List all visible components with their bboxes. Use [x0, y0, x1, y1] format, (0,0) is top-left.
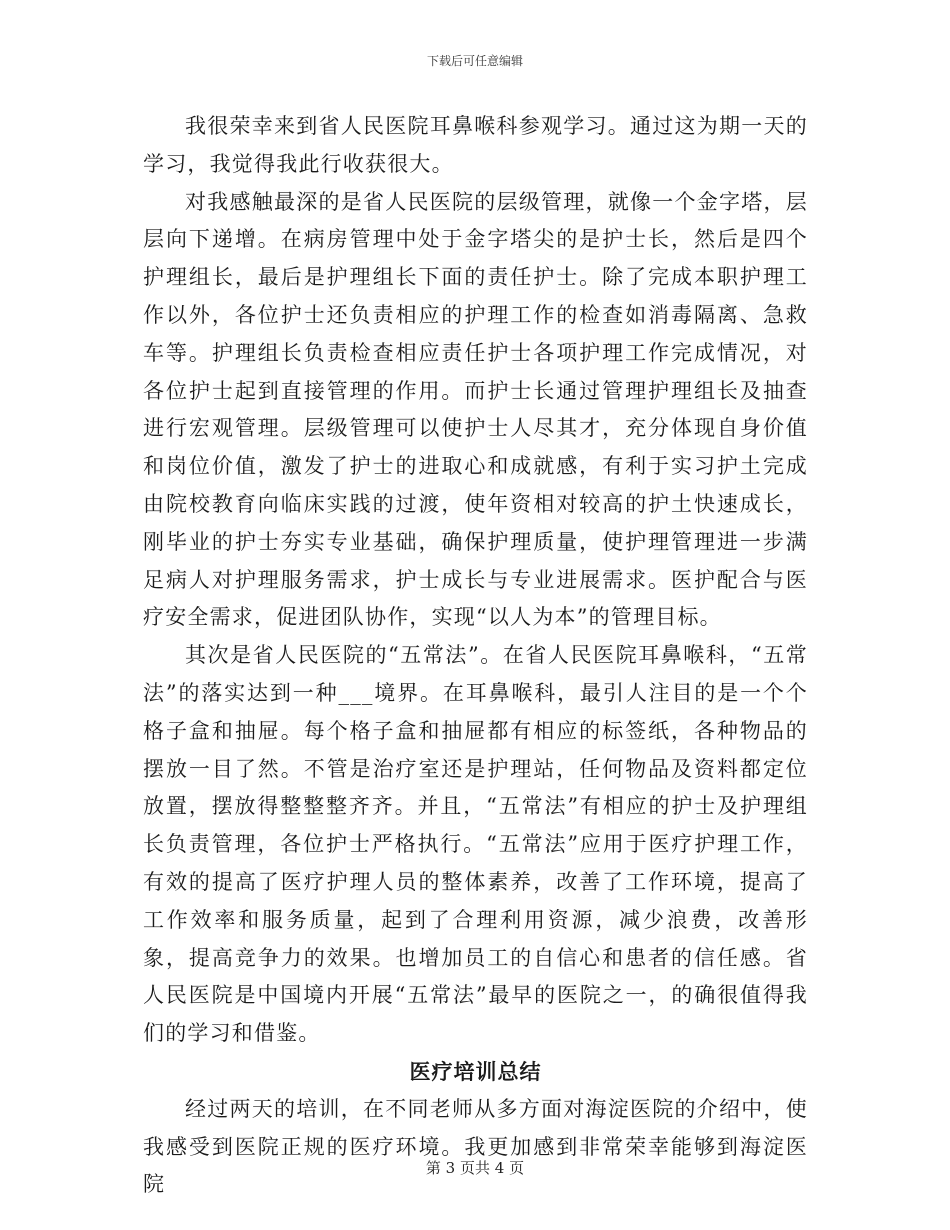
section-title: 医疗培训总结 — [409, 1058, 542, 1084]
paragraph-intro: 我很荣幸来到省人民医院耳鼻喉科参观学习。通过这为期一天的学习，我觉得我此行收获很大。 — [143, 114, 808, 176]
page-number: 第 3 页共 4 页 — [425, 1159, 525, 1177]
paragraph-five-constant-method: 其次是省人民医院的“五常法”。在省人民医院耳鼻喉科，“五常法”的落实达到一种___境界。在耳鼻喉科，最引人注目的是一个个格子盒和抽屉。每个格子盒和抽屉都有相应的标签纸，各种物品的摆放一目了然。不管是治疗室还是护理站，任何物品及资料都定位放置，摆放得整整整齐齐。并且，“五常法”有相应的护士及护理组长负责管理，各位护士严格执行。“五常法”应用于医疗护理工作，有效的提高了医疗护理人员的整体素养，改善了工作环境，提高了工作效率和服务质量，起到了合理利用资源，减少浪费，改善形象，提高竞争力的效果。也增加员工的自信心和患者的信任感。省人民医院是中国境内开展“五常法”最早的医院之一，的确很值得我们的学习和借鉴。 — [143, 643, 808, 1046]
header-note: 下载后可任意编辑 — [426, 54, 523, 68]
paragraph-hierarchy-management: 对我感触最深的是省人民医院的层级管理，就像一个金字塔，层层向下递增。在病房管理中处于金字塔尖的是护士长，然后是四个护理组长，最后是护理组长下面的责任护士。除了完成本职护理工作以外，各位护士还负责相应的护理工作的检查如消毒隔离、急救车等。护理组长负责检查相应责任护士各项护理工作完成情况，对各位护士起到直接管理的作用。而护士长通过管理护理组长及抽查进行宏观管理。层级管理可以使护士人尽其才，充分体现自身价值和岗位价值，激发了护士的进取心和成就感，有利于实习护土完成由院校教育向临床实践的过渡，使年资相对较高的护土快速成长，刚毕业的护士夯实专业基础，确保护理质量，使护理管理进一步满足病人对护理服务需求，护士成长与专业进展需求。医护配合与医疗安全需求，促进团队协作，实现“以人为本”的管理目标。 — [143, 189, 808, 630]
paragraph-training-summary: 经过两天的培训，在不同老师从多方面对海淀医院的介绍中，使我感受到医院正规的医疗环境。我更加感到非常荣幸能够到海淀医院 — [143, 1096, 808, 1197]
document-body — [143, 108, 808, 1204]
